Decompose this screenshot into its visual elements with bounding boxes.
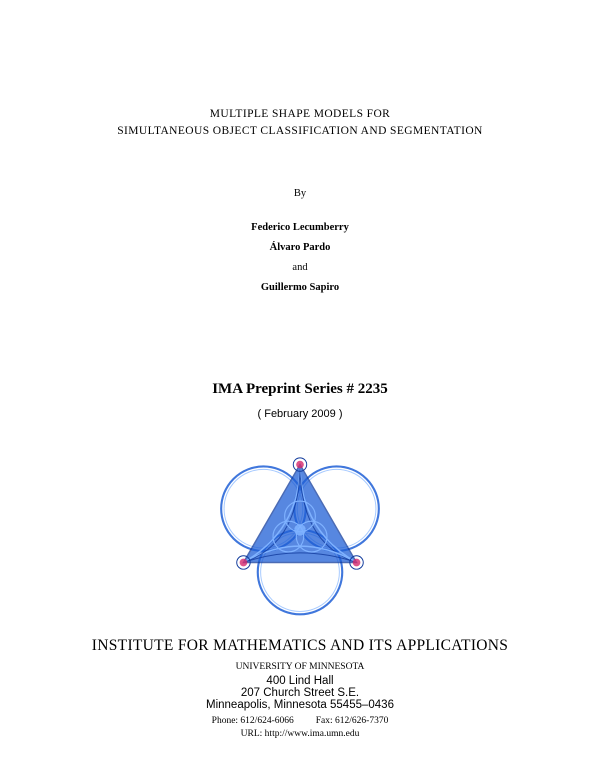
logo-vertex-accent <box>353 559 361 567</box>
and-label: and <box>292 262 308 273</box>
author-1: Federico Lecumberry <box>251 222 349 233</box>
fax-number: Fax: 612/626-7370 <box>315 716 389 726</box>
contact-line <box>0 716 600 726</box>
university-name: UNIVERSITY OF MINNESOTA <box>235 662 365 672</box>
by-label: By <box>293 188 307 199</box>
logo-center-dot <box>294 524 306 536</box>
paper-title <box>0 106 600 140</box>
preprint-series: IMA Preprint Series # 2235 <box>212 381 388 397</box>
website-url: URL: http://www.ima.umn.edu <box>240 729 360 739</box>
address-line-3: Minneapolis, Minnesota 55455–0436 <box>206 699 394 711</box>
institute-name: INSTITUTE FOR MATHEMATICS AND ITS APPLICATIONS <box>91 637 509 654</box>
address-line-2: 207 Church Street S.E. <box>240 687 360 699</box>
preprint-date: ( February 2009 ) <box>257 408 343 420</box>
author-3: Guillermo Sapiro <box>260 282 340 293</box>
phone-number: Phone: 612/624-6066 <box>211 716 294 726</box>
author-2: Álvaro Pardo <box>269 242 331 253</box>
logo-vertex-accent <box>296 461 304 469</box>
address-line-1: 400 Lind Hall <box>266 675 334 687</box>
title-line-1: MULTIPLE SHAPE MODELS FOR <box>209 108 391 120</box>
title-line-2: SIMULTANEOUS OBJECT CLASSIFICATION AND SEGMENTATION <box>117 125 483 137</box>
logo-vertex-accent <box>240 559 248 567</box>
ima-fractal-logo-icon <box>204 436 396 616</box>
